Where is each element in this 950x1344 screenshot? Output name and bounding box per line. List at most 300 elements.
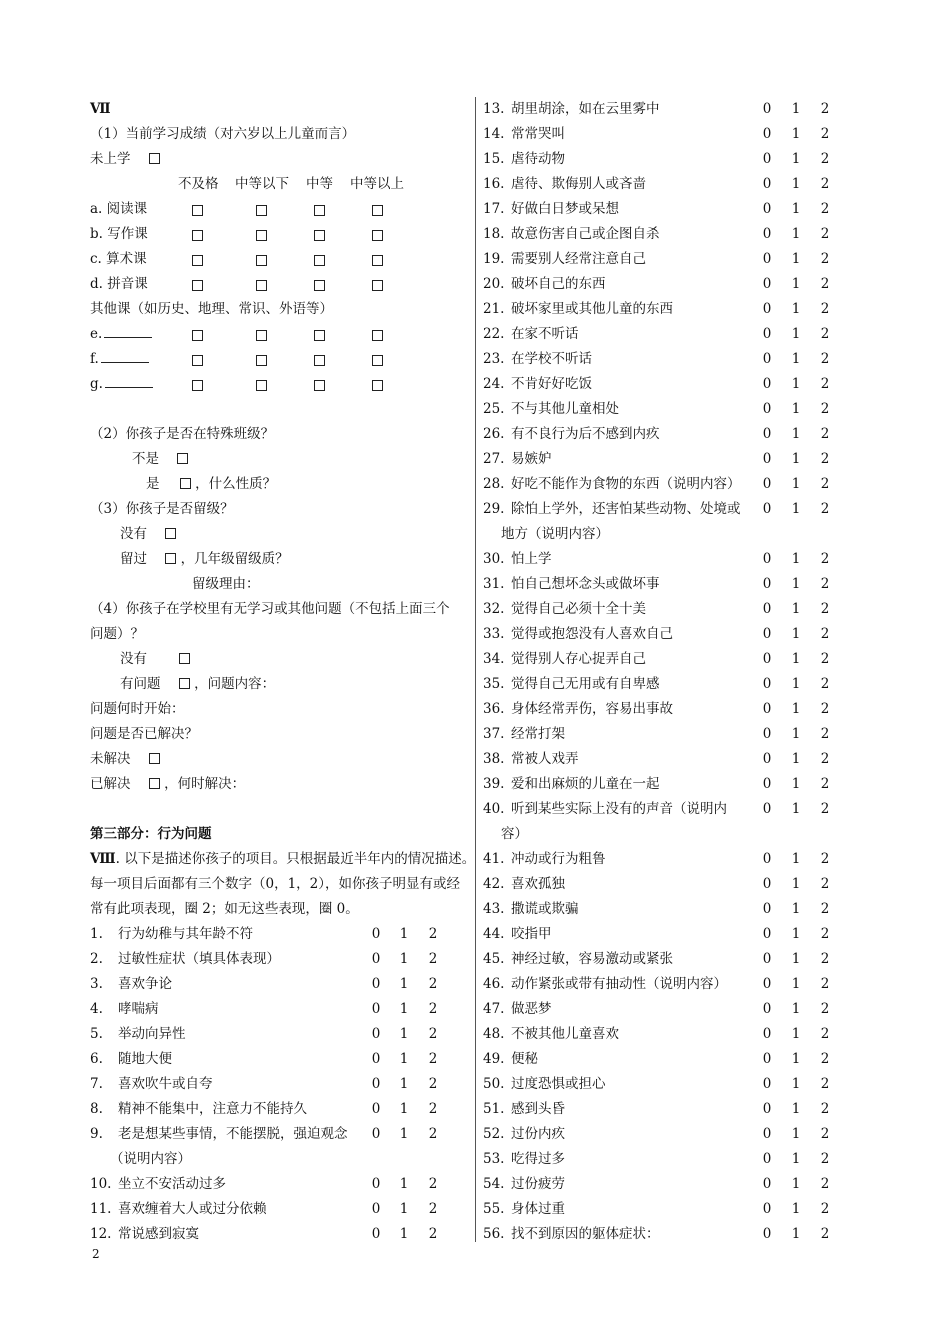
score-option[interactable]: 1 [791, 551, 801, 567]
score-option[interactable]: 2 [820, 201, 830, 217]
score-option[interactable]: 1 [791, 151, 801, 167]
score-option[interactable]: 0 [762, 651, 772, 667]
q4-when-label: 问题何时开始： [90, 701, 185, 717]
q2-no-label: 不是 [132, 451, 159, 467]
other-subject-label: e. [90, 326, 103, 342]
score-option[interactable]: 2 [428, 1076, 438, 1092]
q4-solved-checkbox[interactable] [149, 778, 160, 789]
score-option[interactable]: 2 [428, 926, 438, 942]
score-option[interactable]: 1 [791, 451, 801, 467]
score-option[interactable]: 1 [399, 976, 409, 992]
grade-checkbox[interactable] [314, 330, 325, 341]
item-number: 14. [483, 126, 505, 142]
behavior-item [90, 1022, 470, 1047]
item-text: 喜欢争论 [118, 976, 172, 992]
score-option[interactable]: 0 [762, 426, 772, 442]
score-option[interactable]: 0 [762, 1101, 772, 1117]
grade-checkbox[interactable] [372, 280, 383, 291]
score-option[interactable]: 1 [791, 901, 801, 917]
score-option[interactable]: 0 [762, 126, 772, 142]
score-option[interactable]: 0 [762, 976, 772, 992]
score-option[interactable]: 1 [791, 701, 801, 717]
item-text: 好吃不能作为食物的东西（说明内容） [511, 476, 741, 492]
score-option[interactable]: 1 [791, 626, 801, 642]
score-option[interactable]: 2 [428, 951, 438, 967]
q3-yes-suffix: ，几年级留级质？ [180, 551, 289, 567]
score-option[interactable]: 1 [791, 1001, 801, 1017]
score-option[interactable]: 2 [820, 1026, 830, 1042]
score-option[interactable]: 0 [762, 201, 772, 217]
item-text: 过敏性症状（填具体表现） [118, 951, 280, 967]
score-option[interactable]: 0 [762, 151, 772, 167]
item-text: 神经过敏，容易激动或紧张 [511, 951, 673, 967]
score-option[interactable]: 1 [791, 926, 801, 942]
item-text: 故意伤害自己或企图自杀 [511, 226, 660, 242]
q3-yes-checkbox[interactable] [165, 553, 176, 564]
score-option[interactable]: 2 [820, 1151, 830, 1167]
behavior-items-left [90, 922, 470, 1247]
behavior-item [483, 547, 843, 572]
score-option[interactable]: 0 [371, 1176, 381, 1192]
score-option[interactable]: 2 [820, 1001, 830, 1017]
grade-header-below-average: 中等以下 [235, 176, 289, 192]
score-option[interactable]: 2 [820, 276, 830, 292]
score-option[interactable]: 2 [820, 626, 830, 642]
grade-checkbox[interactable] [192, 230, 203, 241]
other-subject-blank[interactable] [105, 373, 153, 388]
item-number: 16. [483, 176, 505, 192]
score-option[interactable]: 1 [791, 726, 801, 742]
behavior-item [483, 122, 843, 147]
score-option[interactable]: 1 [791, 576, 801, 592]
grade-checkbox[interactable] [256, 330, 267, 341]
score-option[interactable]: 0 [762, 251, 772, 267]
behavior-item [483, 772, 843, 797]
item-text: 喜欢吹牛或自夸 [118, 1076, 213, 1092]
score-option[interactable]: 2 [820, 801, 830, 817]
score-option[interactable]: 2 [820, 901, 830, 917]
item-text: 不肯好好吃饭 [511, 376, 592, 392]
item-number: 31. [483, 576, 505, 592]
score-option[interactable]: 0 [371, 1101, 381, 1117]
behavior-item [483, 172, 843, 197]
item-number: 25. [483, 401, 505, 417]
score-option[interactable]: 1 [791, 851, 801, 867]
score-option[interactable]: 0 [762, 1076, 772, 1092]
grade-checkbox[interactable] [256, 230, 267, 241]
instructions-text-1: . 以下是描述你孩子的项目。只根据最近半年内的情况描述。 [115, 851, 476, 867]
item-number: 35. [483, 676, 505, 692]
q2-yes-checkbox[interactable] [180, 478, 191, 489]
score-option[interactable]: 2 [820, 126, 830, 142]
score-option[interactable]: 2 [820, 951, 830, 967]
grade-checkbox[interactable] [314, 380, 325, 391]
score-option[interactable]: 0 [762, 726, 772, 742]
q3-no-checkbox[interactable] [165, 528, 176, 539]
grade-checkbox[interactable] [372, 330, 383, 341]
score-option[interactable]: 2 [820, 1101, 830, 1117]
q4-no-checkbox[interactable] [179, 653, 190, 664]
score-option[interactable]: 1 [791, 976, 801, 992]
score-option[interactable]: 0 [762, 476, 772, 492]
score-option[interactable]: 1 [791, 476, 801, 492]
grade-checkbox[interactable] [314, 280, 325, 291]
score-option[interactable]: 1 [399, 1126, 409, 1142]
item-number: 6. [90, 1051, 103, 1067]
score-option[interactable]: 0 [762, 176, 772, 192]
item-number: 38. [483, 751, 505, 767]
score-option[interactable]: 2 [428, 1201, 438, 1217]
score-option[interactable]: 1 [791, 176, 801, 192]
score-option[interactable]: 0 [762, 1151, 772, 1167]
score-option[interactable]: 2 [820, 451, 830, 467]
not-in-school-checkbox[interactable] [149, 153, 160, 164]
score-option[interactable]: 1 [791, 1126, 801, 1142]
score-option[interactable]: 1 [791, 1026, 801, 1042]
score-option[interactable]: 1 [791, 101, 801, 117]
score-option[interactable]: 0 [762, 951, 772, 967]
score-option[interactable]: 2 [820, 301, 830, 317]
score-option[interactable]: 2 [820, 401, 830, 417]
item-text: 听到某些实际上没有的声音（说明内 [511, 801, 727, 817]
right-column [483, 97, 843, 1247]
score-option[interactable]: 0 [762, 851, 772, 867]
score-option[interactable]: 1 [399, 1051, 409, 1067]
score-option[interactable]: 0 [762, 751, 772, 767]
behavior-item [483, 372, 843, 397]
score-option[interactable]: 1 [791, 1176, 801, 1192]
score-option[interactable]: 2 [820, 701, 830, 717]
score-option[interactable]: 2 [820, 426, 830, 442]
score-option[interactable]: 0 [762, 276, 772, 292]
grade-checkbox[interactable] [372, 380, 383, 391]
item-text: 易嫉妒 [511, 451, 552, 467]
score-option[interactable]: 0 [762, 701, 772, 717]
behavior-item [90, 1047, 470, 1072]
score-option[interactable]: 2 [820, 751, 830, 767]
item-text: 在学校不听话 [511, 351, 592, 367]
q4-yes-checkbox[interactable] [179, 678, 190, 689]
item-text: 在家不听话 [511, 326, 579, 342]
grade-checkbox[interactable] [192, 355, 203, 366]
score-option[interactable]: 1 [791, 1101, 801, 1117]
score-option[interactable]: 1 [399, 1026, 409, 1042]
score-option[interactable]: 2 [428, 1026, 438, 1042]
score-option[interactable]: 2 [820, 1176, 830, 1192]
behavior-item [483, 847, 843, 872]
score-option[interactable]: 0 [762, 501, 772, 517]
grade-checkbox[interactable] [256, 255, 267, 266]
grade-checkbox[interactable] [314, 255, 325, 266]
q1-title: （1）当前学习成绩（对六岁以上儿童而言） [90, 126, 356, 142]
grade-checkbox[interactable] [372, 255, 383, 266]
score-option[interactable]: 1 [399, 1076, 409, 1092]
score-option[interactable]: 1 [791, 301, 801, 317]
behavior-item [90, 1122, 470, 1147]
behavior-item [483, 272, 843, 297]
score-option[interactable]: 2 [820, 576, 830, 592]
score-option[interactable]: 0 [762, 801, 772, 817]
score-option[interactable]: 0 [371, 926, 381, 942]
score-option[interactable]: 1 [399, 1176, 409, 1192]
behavior-item [483, 672, 843, 697]
score-option[interactable]: 1 [791, 876, 801, 892]
score-option[interactable]: 1 [791, 801, 801, 817]
grade-checkbox[interactable] [192, 280, 203, 291]
score-option[interactable]: 2 [820, 651, 830, 667]
behavior-item [483, 97, 843, 122]
score-option[interactable]: 0 [762, 576, 772, 592]
instructions-line-1 [90, 847, 476, 872]
behavior-item-continuation [483, 522, 843, 547]
item-text: 过份疲劳 [511, 1176, 565, 1192]
item-number: 36. [483, 701, 505, 717]
score-option[interactable]: 0 [762, 601, 772, 617]
q2-title: （2）你孩子是否在特殊班级？ [90, 426, 275, 442]
other-subjects-label: 其他课（如历史、地理、常识、外语等） [90, 301, 333, 317]
score-option[interactable]: 2 [428, 1101, 438, 1117]
score-option[interactable]: 2 [820, 726, 830, 742]
score-option[interactable]: 0 [371, 1126, 381, 1142]
score-option[interactable]: 0 [762, 451, 772, 467]
item-number: 28. [483, 476, 505, 492]
not-in-school-label: 未上学 [90, 151, 131, 167]
q4-unsolved-checkbox[interactable] [149, 753, 160, 764]
score-option[interactable]: 1 [791, 351, 801, 367]
score-option[interactable]: 0 [371, 1226, 381, 1242]
instructions-line-2: 每一项目后面都有三个数字（0，1，2），如你孩子明显有或经 [90, 876, 461, 892]
score-option[interactable]: 1 [791, 601, 801, 617]
score-option[interactable]: 2 [820, 101, 830, 117]
score-option[interactable]: 0 [371, 1026, 381, 1042]
grade-checkbox[interactable] [314, 205, 325, 216]
item-number: 9. [90, 1126, 103, 1142]
score-option[interactable]: 2 [820, 1051, 830, 1067]
item-number: 27. [483, 451, 505, 467]
other-subject-blank[interactable] [101, 348, 149, 363]
item-number: 47. [483, 1001, 505, 1017]
subject-label: a. 阅读课 [90, 201, 148, 217]
score-option[interactable]: 2 [428, 1001, 438, 1017]
score-option[interactable]: 2 [820, 251, 830, 267]
score-option[interactable]: 2 [428, 1176, 438, 1192]
other-subject-blank[interactable] [104, 323, 152, 338]
score-option[interactable]: 1 [791, 501, 801, 517]
score-option[interactable]: 1 [399, 1226, 409, 1242]
score-option[interactable]: 1 [791, 401, 801, 417]
score-option[interactable]: 2 [820, 1126, 830, 1142]
item-text: 有不良行为后不感到内疚 [511, 426, 660, 442]
other-subject-row [90, 322, 470, 347]
score-option[interactable]: 0 [762, 351, 772, 367]
score-option[interactable]: 0 [762, 1226, 772, 1242]
score-option[interactable]: 2 [820, 976, 830, 992]
score-option[interactable]: 0 [762, 901, 772, 917]
item-number: 10. [90, 1176, 112, 1192]
score-option[interactable]: 2 [820, 676, 830, 692]
grade-checkbox[interactable] [314, 355, 325, 366]
behavior-item [483, 322, 843, 347]
grade-checkbox[interactable] [192, 255, 203, 266]
score-option[interactable]: 0 [762, 326, 772, 342]
grade-checkbox[interactable] [256, 280, 267, 291]
q3-yes-label: 留过 [120, 551, 147, 567]
item-text-continuation: 地方（说明内容） [501, 526, 609, 542]
score-option[interactable]: 1 [791, 376, 801, 392]
score-option[interactable]: 2 [820, 926, 830, 942]
score-option[interactable]: 0 [762, 226, 772, 242]
item-number: 53. [483, 1151, 505, 1167]
behavior-item [483, 1172, 843, 1197]
behavior-item [483, 597, 843, 622]
score-option[interactable]: 0 [762, 1001, 772, 1017]
score-option[interactable]: 1 [791, 1051, 801, 1067]
score-option[interactable]: 1 [791, 1226, 801, 1242]
item-number: 22. [483, 326, 505, 342]
score-option[interactable]: 2 [820, 326, 830, 342]
score-option[interactable]: 0 [371, 951, 381, 967]
score-option[interactable]: 1 [791, 1151, 801, 1167]
score-option[interactable]: 1 [791, 676, 801, 692]
score-option[interactable]: 1 [791, 226, 801, 242]
score-option[interactable]: 2 [428, 976, 438, 992]
score-option[interactable]: 0 [762, 1051, 772, 1067]
score-option[interactable]: 0 [762, 376, 772, 392]
score-option[interactable]: 1 [399, 951, 409, 967]
item-text: 坐立不安活动过多 [118, 1176, 226, 1192]
score-option[interactable]: 0 [762, 1176, 772, 1192]
score-option[interactable]: 2 [820, 376, 830, 392]
score-option[interactable]: 1 [791, 201, 801, 217]
score-option[interactable]: 2 [820, 1201, 830, 1217]
score-option[interactable]: 2 [820, 151, 830, 167]
score-option[interactable]: 0 [762, 101, 772, 117]
score-option[interactable]: 2 [820, 351, 830, 367]
grade-checkbox[interactable] [192, 330, 203, 341]
grade-checkbox[interactable] [192, 205, 203, 216]
score-option[interactable]: 0 [371, 1001, 381, 1017]
score-option[interactable]: 1 [791, 276, 801, 292]
behavior-item-continuation [90, 1147, 470, 1172]
behavior-item [483, 622, 843, 647]
score-option[interactable]: 0 [762, 401, 772, 417]
item-number: 3. [90, 976, 103, 992]
score-option[interactable]: 2 [820, 776, 830, 792]
score-option[interactable]: 1 [791, 951, 801, 967]
score-option[interactable]: 1 [791, 1076, 801, 1092]
subject-row [90, 247, 470, 272]
q2-no-checkbox[interactable] [177, 453, 188, 464]
score-option[interactable]: 0 [762, 776, 772, 792]
score-option[interactable]: 2 [820, 551, 830, 567]
grade-checkbox[interactable] [372, 205, 383, 216]
score-option[interactable]: 2 [428, 1051, 438, 1067]
score-option[interactable]: 1 [399, 1201, 409, 1217]
score-option[interactable]: 2 [820, 876, 830, 892]
score-option[interactable]: 1 [791, 776, 801, 792]
item-number: 4. [90, 1001, 103, 1017]
behavior-item [90, 972, 470, 997]
grade-checkbox[interactable] [372, 230, 383, 241]
item-text: 好做白日梦或呆想 [511, 201, 619, 217]
grade-checkbox[interactable] [256, 380, 267, 391]
score-option[interactable]: 0 [762, 926, 772, 942]
not-in-school-row [90, 147, 470, 172]
score-option[interactable]: 2 [820, 1226, 830, 1242]
score-option[interactable]: 0 [371, 1076, 381, 1092]
item-text: 常说感到寂寞 [118, 1226, 199, 1242]
page-number: 2 [92, 1247, 100, 1261]
score-option[interactable]: 2 [820, 476, 830, 492]
item-number: 54. [483, 1176, 505, 1192]
score-option[interactable]: 0 [762, 1126, 772, 1142]
score-option[interactable]: 1 [791, 426, 801, 442]
score-option[interactable]: 0 [762, 876, 772, 892]
score-option[interactable]: 1 [791, 326, 801, 342]
item-number: 43. [483, 901, 505, 917]
score-option[interactable]: 1 [791, 751, 801, 767]
score-option[interactable]: 2 [820, 501, 830, 517]
item-number: 11. [90, 1201, 112, 1217]
grade-checkbox[interactable] [192, 380, 203, 391]
grade-header-row [90, 172, 470, 197]
score-option[interactable]: 0 [371, 1201, 381, 1217]
score-option[interactable]: 0 [762, 676, 772, 692]
score-option[interactable]: 2 [820, 1076, 830, 1092]
score-option[interactable]: 0 [762, 626, 772, 642]
item-text: 虐待动物 [511, 151, 565, 167]
score-option[interactable]: 2 [428, 1226, 438, 1242]
score-option[interactable]: 0 [371, 1051, 381, 1067]
score-option[interactable]: 2 [820, 601, 830, 617]
score-option[interactable]: 1 [791, 651, 801, 667]
score-option[interactable]: 1 [791, 126, 801, 142]
score-option[interactable]: 0 [762, 551, 772, 567]
score-option[interactable]: 0 [762, 301, 772, 317]
score-option[interactable]: 1 [791, 1201, 801, 1217]
item-number: 39. [483, 776, 505, 792]
item-number: 41. [483, 851, 505, 867]
score-option[interactable]: 1 [399, 1001, 409, 1017]
grade-checkbox[interactable] [256, 205, 267, 216]
score-option[interactable]: 1 [791, 251, 801, 267]
score-option[interactable]: 2 [820, 851, 830, 867]
grade-checkbox[interactable] [314, 230, 325, 241]
item-text: 觉得别人存心捉弄自己 [511, 651, 646, 667]
item-number: 24. [483, 376, 505, 392]
score-option[interactable]: 1 [399, 1101, 409, 1117]
score-option[interactable]: 1 [399, 926, 409, 942]
score-option[interactable]: 2 [428, 1126, 438, 1142]
score-option[interactable]: 2 [820, 226, 830, 242]
grade-checkbox[interactable] [256, 355, 267, 366]
score-option[interactable]: 0 [762, 1026, 772, 1042]
q4-unsolved-row [90, 747, 470, 772]
score-option[interactable]: 0 [762, 1201, 772, 1217]
q2-no-row [90, 447, 470, 472]
behavior-item [90, 947, 470, 972]
behavior-item [483, 222, 843, 247]
subject-rows [90, 197, 470, 297]
behavior-item [483, 1072, 843, 1097]
item-number: 52. [483, 1126, 505, 1142]
score-option[interactable]: 2 [820, 176, 830, 192]
grade-checkbox[interactable] [372, 355, 383, 366]
item-text: 不与其他儿童相处 [511, 401, 619, 417]
behavior-items-right [483, 97, 843, 1247]
score-option[interactable]: 0 [371, 976, 381, 992]
item-number: 17. [483, 201, 505, 217]
